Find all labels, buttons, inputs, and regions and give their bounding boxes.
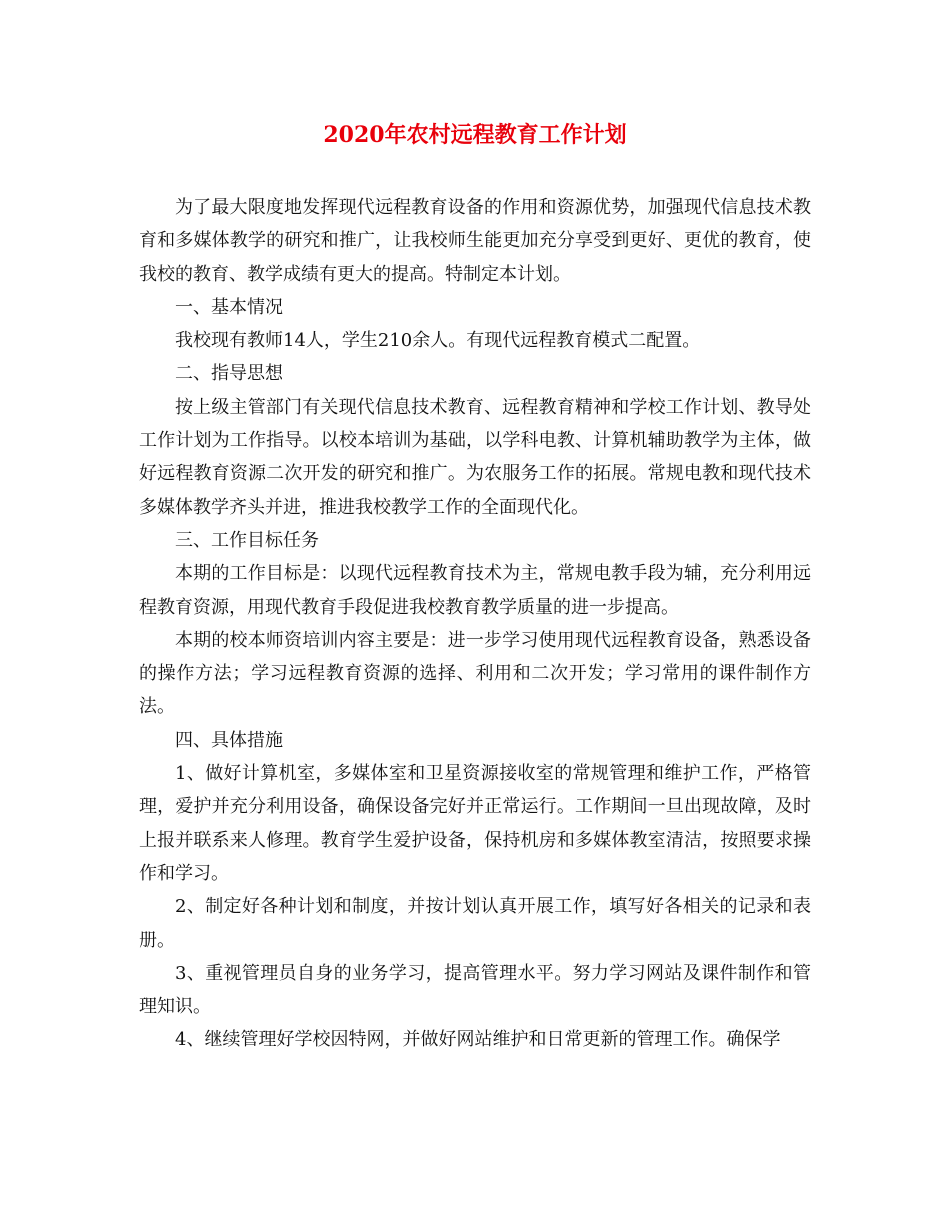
section-heading-measures: 四、具体措施 <box>175 729 283 751</box>
paragraph-measure-4: 4、继续管理好学校因特网，并做好网站维护和日常更新的管理工作。确保学 <box>175 1029 781 1051</box>
document-body <box>139 191 811 1057</box>
paragraph-intro: 为了最大限度地发挥现代远程教育设备的作用和资源优势，加强现代信息技术教育和多媒体教学的研究和推广，让我校师生能更加充分享受到更好、更优的教育，使我校的教育、教学成绩有更大的提高。特制定本计划。 <box>139 197 811 285</box>
section-heading-guiding-ideology: 二、指导思想 <box>175 363 283 385</box>
paragraph-basic-situation: 我校现有教师14人，学生210余人。有现代远程教育模式二配置。 <box>175 330 701 352</box>
paragraph-guiding-ideology: 按上级主管部门有关现代信息技术教育、远程教育精神和学校工作计划、教导处工作计划为工作指导。以校本培训为基础，以学科电教、计算机辅助教学为主体，做好远程教育资源二次开发的研究和推广。为农服务工作的拓展。常规电教和现代技术多媒体教学齐头并进，推进我校教学工作的全面现代化。 <box>139 396 811 518</box>
section-heading-basic-situation: 一、基本情况 <box>175 296 283 318</box>
paragraph-goals: 本期的工作目标是：以现代远程教育技术为主，常规电教手段为辅，充分利用远程教育资源，用现代教育手段促进我校教育教学质量的进一步提高。 <box>139 563 811 618</box>
section-heading-goals-tasks: 三、工作目标任务 <box>175 529 319 551</box>
paragraph-measure-2: 2、制定好各种计划和制度，并按计划认真开展工作，填写好各相关的记录和表册。 <box>139 896 811 951</box>
paragraph-training: 本期的校本师资培训内容主要是：进一步学习使用现代远程教育设备，熟悉设备的操作方法；学习远程教育资源的选择、利用和二次开发；学习常用的课件制作方法。 <box>139 629 811 718</box>
page-title: 2020年农村远程教育工作计划 <box>323 122 627 148</box>
paragraph-measure-1: 1、做好计算机室，多媒体室和卫星资源接收室的常规管理和维护工作，严格管理，爱护并充分利用设备，确保设备完好并正常运行。工作期间一旦出现故障，及时上报并联系来人修理。教育学生爱护设备，保持机房和多媒体教室清洁，按照要求操作和学习。 <box>139 763 811 884</box>
paragraph-measure-3: 3、重视管理员自身的业务学习，提高管理水平。努力学习网站及课件制作和管理知识。 <box>139 962 811 1018</box>
